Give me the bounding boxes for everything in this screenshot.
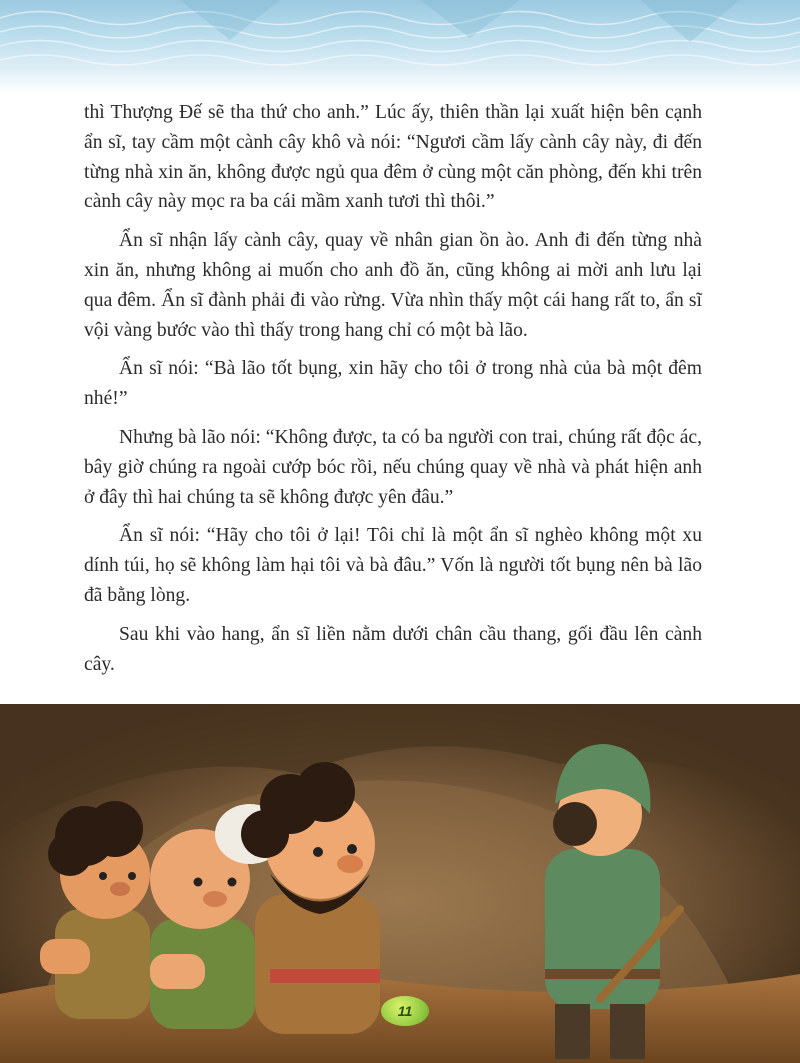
paragraph: Nhưng bà lão nói: “Không được, ta có ba người con trai, chúng rất độc ác, bây giờ chúng ra ngoài cướp bóc rồi, nếu chúng quay về nhà và phát hiện anh ở đây thì hai chúng ta sẽ không được yên đâu.” (84, 426, 702, 508)
wave-pattern (0, 0, 800, 95)
paragraph: Ẩn sĩ nhận lấy cành cây, quay về nhân gian ồn ào. Anh đi đến từng nhà xin ăn, nhưng không ai muốn cho anh đồ ăn, cũng không ai mời anh lưu lại qua đêm. Ẩn sĩ đành phải đi vào rừng. Vừa nhìn thấy một cái hang rất to, ẩn sĩ vội vàng bước vào thì thấy trong hang chỉ có một bà lão. (84, 230, 702, 341)
paragraph: thì Thượng Đế sẽ tha thứ cho anh.” Lúc ấy, thiên thần lại xuất hiện bên cạnh ẩn sĩ, tay cầm một cành cây khô và nói: “Ngươi cầm lấy cành cây này, đi đến từng nhà xin ăn, không được ngủ qua đêm ở cùng một căn phòng, đến khi trên cành cây này mọc ra ba cái mầm xanh tươi thì thôi.” (84, 102, 702, 213)
paragraph: Ẩn sĩ nói: “Hãy cho tôi ở lại! Tôi chỉ là một ẩn sĩ nghèo không một xu dính túi, họ sẽ không làm hại tôi và bà đâu.” Vốn là người tốt bụng nên bà lão đã bằng lòng. (84, 525, 702, 606)
paragraph: Ẩn sĩ nói: “Bà lão tốt bụng, xin hãy cho tôi ở trong nhà của bà một đêm nhé!” (84, 358, 702, 410)
paragraph: Sau khi vào hang, ẩn sĩ liền nằm dưới chân cầu thang, gối đầu lên cành cây. (84, 623, 702, 675)
story-text (84, 98, 702, 688)
decorative-header-band (0, 0, 800, 95)
page-number-badge: 11 (381, 996, 429, 1026)
